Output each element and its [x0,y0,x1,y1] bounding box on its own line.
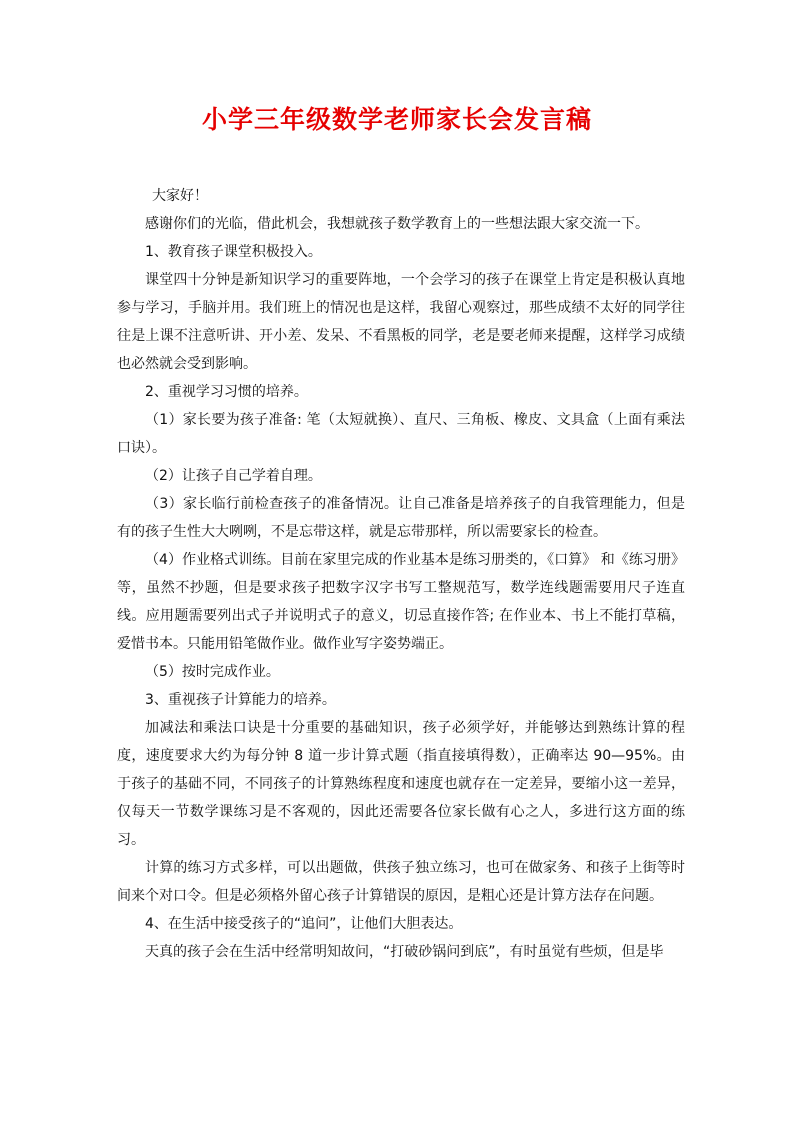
section-heading-4: 4、在生活中接受孩子的“追问”，让他们大胆表达。 [145,916,463,932]
document-title: 小学三年级数学老师家长会发言稿 [201,105,592,134]
list-item-2: （2）让孩子自己学着自理。 [145,468,322,484]
paragraph-practice: 计算的练习方式多样，可以出题做，供孩子独立练习，也可在做家务、和孩子上街等时间来个对口令。但是必须格外留心孩子计算错误的原因，是粗心还是计算方法存在问题。 [117,860,685,904]
list-item-4: （4）作业格式训练。目前在家里完成的作业基本是练习册类的，《口算》 和《练习册》等，虽然不抄题，但是要求孩子把数字汉字书写工整规范写，数学连线题需要用尺子连直线。应用题需要列出式子并说明式子的意义，切忌直接作答; 在作业本、书上不能打草稿，爱惜书本。只能用铅笔做作业。做作业写字姿势端正。 [117,552,685,652]
document-body [117,182,685,966]
section-heading-1: 1、教育孩子课堂积极投入。 [145,244,322,260]
paragraph-greeting: 大家好！ [152,188,208,204]
paragraph-calculation: 加减法和乘法口诀是十分重要的基础知识，孩子必须学好，并能够达到熟练计算的程度，速度要求大约为每分钟 8 道一步计算式题（指直接填得数），正确率达 90—95%。由于孩子的基础不同，不同孩子的计算熟练程度和速度也就存在一定差异，要缩小这一差异，仅每天一节数学课练习是不客观的，因此还需要各位家长做有心之人，多进行这方面的练习。 [117,720,685,848]
section-heading-2: 2、重视学习习惯的培养。 [145,384,308,400]
list-item-3: （3）家长临行前检查孩子的准备情况。让自己准备是培养孩子的自我管理能力，但是有的孩子生性大大咧咧，不是忘带这样，就是忘带那样，所以需要家长的检查。 [117,496,685,540]
list-item-1: （1）家长要为孩子准备: 笔（太短就换）、直尺、三角板、橡皮、文具盒（上面有乘法口诀）。 [117,412,685,456]
paragraph-questions: 天真的孩子会在生活中经常明知故问，“打破砂锅问到底”，有时虽觉有些烦，但是毕 [145,944,664,960]
list-item-5: （5）按时完成作业。 [145,664,280,680]
paragraph-classroom: 课堂四十分钟是新知识学习的重要阵地，一个会学习的孩子在课堂上肯定是积极认真地参与学习，手脑并用。我们班上的情况也是这样，我留心观察过，那些成绩不太好的同学往往是上课不注意听讲、开小差、发呆、不看黑板的同学，老是要老师来提醒，这样学习成绩也必然就会受到影响。 [117,272,685,372]
paragraph-intro: 感谢你们的光临，借此机会，我想就孩子数学教育上的一些想法跟大家交流一下。 [145,216,649,232]
section-heading-3: 3、重视孩子计算能力的培养。 [145,692,336,708]
